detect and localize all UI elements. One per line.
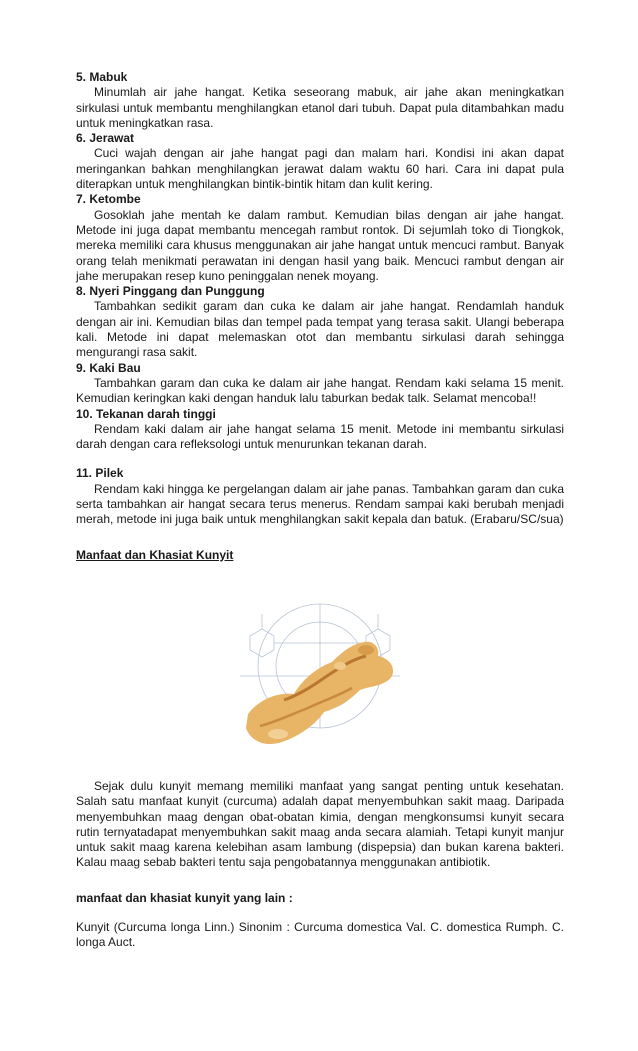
section-jerawat xyxy=(76,131,564,192)
kunyit-heading: Manfaat dan Khasiat Kunyit xyxy=(76,547,234,562)
section-pilek xyxy=(76,466,564,527)
section-body: Rendam kaki dalam air jahe hangat selama 15 menit. Metode ini membantu sirkulasi darah dengan cara refleksologi untuk menurunkan tekanan darah. xyxy=(76,421,564,452)
section-nyeri-pinggang xyxy=(76,284,564,360)
section-title: 8. Nyeri Pinggang dan Punggung xyxy=(76,284,265,299)
turmeric-figure xyxy=(76,591,564,761)
kunyit-subheading: manfaat dan khasiat kunyit yang lain : xyxy=(76,890,293,905)
kunyit-synonym: Kunyit (Curcuma longa Linn.) Sinonim : Curcuma domestica Val. C. domestica Rumph. C. longa Auct. xyxy=(76,919,564,950)
turmeric-image xyxy=(220,596,420,756)
kunyit-paragraph: Sejak dulu kunyit memang memiliki manfaat yang sangat penting untuk kesehatan. Salah satu manfaat kunyit (curcuma) adalah dapat menyembuhkan sakit maag. Daripada menyembuhkan maag dengan obat-obatan kimia, dengan mengkonsumsi kunyit secara rutin ternyatadapat menyembuhkan sakit maag anda secara alamiah. Tetapi kunyit manjur untuk sakit maag karena kelebihan asam lambung (dispepsia) dan bukan karena bakteri. Kalau maag sebab bakteri tentu saja pengobatannya menggunakan antibiotik. xyxy=(76,778,564,870)
section-ketombe xyxy=(76,192,564,284)
section-title: 5. Mabuk xyxy=(76,70,128,84)
section-body: Cuci wajah dengan air jahe hangat pagi dan malam hari. Kondisi ini akan dapat meringankan bahkan menghilangkan jerawat dalam waktu 60 hari. Cara ini dapat pula diterapkan untuk menghilangkan bintik-bintik hitam dan kulit kering. xyxy=(76,146,564,192)
section-kaki-bau xyxy=(76,361,564,407)
document-page xyxy=(76,70,564,951)
spacer xyxy=(76,528,564,548)
section-mabuk xyxy=(76,70,564,131)
spacer xyxy=(76,452,564,466)
spacer xyxy=(76,871,564,891)
section-body: Tambahkan sedikit garam dan cuka ke dalam air jahe hangat. Rendamlah handuk dengan air ini. Kemudian bilas dan tempel pada tempat yang terasa sakit. Ulangi beberapa kali. Metode ini dapat melemaskan otot dan membantu sirkulasi darah sehingga mengurangi rasa sakit. xyxy=(76,299,564,360)
section-title: 7. Ketombe xyxy=(76,192,141,207)
section-title: 6. Jerawat xyxy=(76,131,135,146)
section-body: Gosoklah jahe mentah ke dalam rambut. Kemudian bilas dengan air jahe hangat. Metode ini juga dapat membantu mencegah rambut rontok. Di sejumlah toko di Tiongkok, mereka memiliki cara khusus menggunakan air jahe hangat untuk mencuci rambut. Banyak orang telah menikmati perawatan ini dengan hasil yang baik. Mencuci rambut dengan air jahe merupakan resep kuno peninggalan nenek moyang. xyxy=(76,207,564,283)
section-body: Minumlah air jahe hangat. Ketika seseorang mabuk, air jahe akan meningkatkan sirkulasi untuk membantu menghilangkan etanol dari tubuh. Dapat pula ditambahkan madu untuk meningkatkan rasa. xyxy=(76,85,564,130)
section-title: 10. Tekanan darah tinggi xyxy=(76,406,216,421)
section-title: 9. Kaki Bau xyxy=(76,360,141,375)
section-body: Tambahkan garam dan cuka ke dalam air jahe hangat. Rendam kaki selama 15 menit. Kemudian keringkan kaki dengan handuk lalu taburkan bedak talk. Selamat mencoba!! xyxy=(76,375,564,406)
section-tekanan-darah xyxy=(76,407,564,453)
turmeric-root xyxy=(246,642,393,744)
section-title: 11. Pilek xyxy=(76,466,124,481)
section-body: Rendam kaki hingga ke pergelangan dalam air jahe panas. Tambahkan garam dan cuka serta tambahkan air hangat secara terus menerus. Rendam sampai kaki berubah menjadi merah, metode ini juga baik untuk menghilangkan sakit kepala dan batuk. (Erabaru/SC/sua) xyxy=(76,481,564,527)
spacer xyxy=(76,906,564,920)
